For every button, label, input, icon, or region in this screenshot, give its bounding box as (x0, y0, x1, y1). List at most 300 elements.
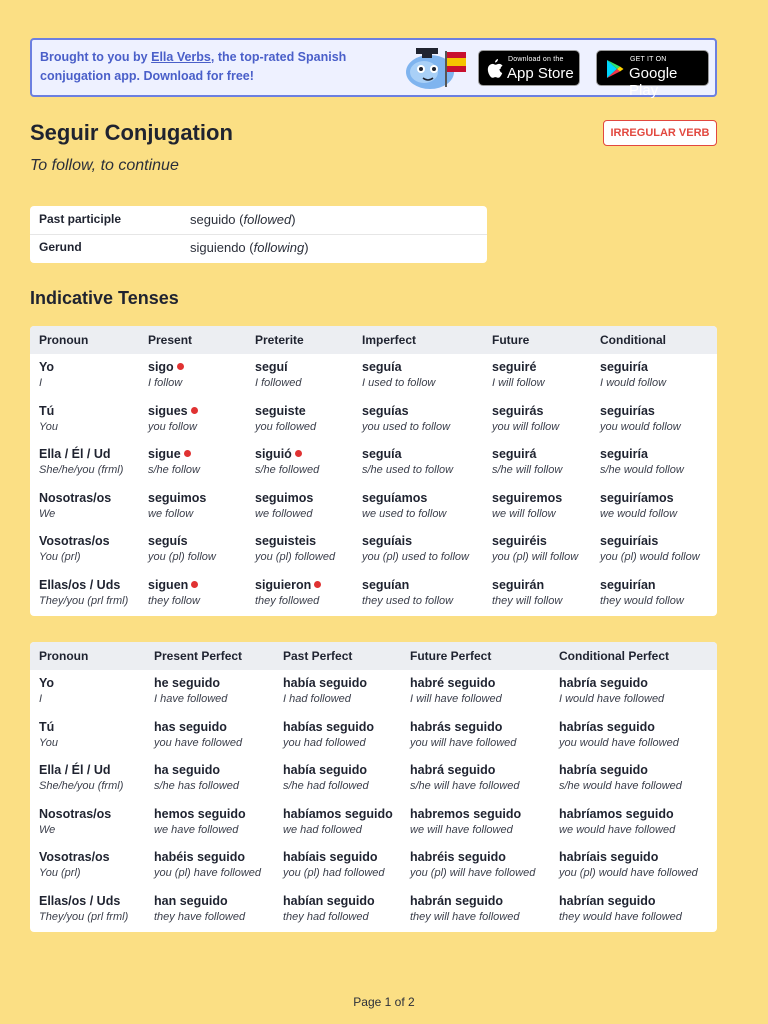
conjugation (148, 491, 206, 505)
conjugation-translation: we had followed (283, 823, 362, 836)
conjugated-form: habíais seguido (283, 850, 378, 865)
conjugated-form: siguen (148, 578, 189, 592)
conjugation-cell (362, 491, 446, 520)
apple-icon (487, 59, 503, 78)
conjugation-cell (410, 850, 535, 879)
conjugation-translation: they had followed (283, 911, 369, 923)
conjugation-cell (283, 850, 385, 879)
conjugation-translation: s/he would have followed (559, 780, 682, 793)
section-heading: Indicative Tenses (30, 288, 179, 308)
conjugation-translation: I would follow (600, 377, 667, 389)
conjugation-translation: you (pl) would follow (600, 551, 700, 564)
conjugated-form: seguiríamos (600, 490, 674, 505)
conjugation-cell (154, 807, 246, 836)
conjugation-cell (492, 404, 559, 433)
conjugated-form: habrá seguido (410, 763, 496, 778)
pronoun-translation: They/you (prl frml) (39, 911, 129, 923)
conjugation-cell (362, 534, 469, 563)
irregular-dot-icon (177, 363, 184, 370)
conjugation (255, 578, 321, 592)
pronoun-cell (39, 360, 54, 389)
conjugation (600, 491, 677, 505)
google-small-text: GET IT ON (630, 56, 667, 63)
conjugation-cell (148, 578, 200, 607)
conjugation-cell (600, 491, 677, 520)
participle-label: Past participle (39, 212, 122, 226)
conjugation (362, 360, 435, 374)
conjugation-cell (362, 404, 450, 433)
conjugation-cell (154, 720, 242, 749)
conjugation-cell (283, 720, 374, 749)
conjugated-form: había seguido (283, 676, 368, 690)
conjugation (410, 676, 502, 690)
conjugation-cell (559, 807, 675, 836)
column-header: Future (492, 333, 530, 347)
conjugation-translation: we will have followed (410, 823, 513, 836)
conjugation-cell (283, 763, 369, 792)
conjugation-translation: I had followed (283, 693, 351, 705)
conjugation (559, 807, 675, 821)
conjugated-form: seguirías (600, 403, 655, 418)
conjugated-form: seguirían (600, 578, 656, 592)
conjugation-translation: they follow (148, 595, 200, 607)
conjugation-cell (600, 404, 681, 433)
conjugation-translation: s/he used to follow (362, 464, 454, 477)
pronoun: Vosotras/os (39, 850, 110, 865)
conjugation (148, 534, 216, 548)
conjugation (283, 807, 393, 821)
conjugated-form: habré seguido (410, 676, 496, 690)
conjugation-translation: I will follow (492, 377, 545, 389)
conjugated-form: he seguido (154, 676, 220, 690)
ella-verbs-link[interactable]: Ella Verbs (151, 50, 211, 64)
conjugated-form: sigue (148, 447, 181, 462)
conjugated-form: hemos seguido (154, 806, 246, 821)
conjugation-translation: you followed (255, 420, 317, 433)
page-title: Seguir Conjugation (30, 120, 233, 145)
pronoun-cell (39, 894, 128, 923)
conjugation-cell (559, 850, 698, 879)
conjugation (154, 720, 242, 734)
participle-spanish: seguido (190, 212, 236, 227)
conjugated-form: habían seguido (283, 894, 375, 908)
conjugation (492, 360, 545, 374)
conjugation-cell (492, 447, 562, 476)
conjugation-translation: you (pl) follow (148, 551, 216, 564)
conjugation-translation: we followed (255, 507, 313, 520)
irregular-dot-icon (314, 581, 321, 588)
pronoun-cell (39, 447, 123, 476)
participle-box (30, 206, 487, 263)
conjugated-form: habrán seguido (410, 894, 504, 908)
conjugation-translation: we would have followed (559, 823, 676, 836)
conjugation-cell (154, 850, 261, 879)
conjugation (362, 578, 453, 592)
column-header: Pronoun (39, 649, 89, 663)
conjugation-translation: s/he followed (255, 464, 320, 477)
conjugated-form: seguimos (148, 490, 207, 505)
column-header: Present Perfect (154, 649, 243, 663)
conjugated-form: seguiremos (492, 490, 563, 505)
conjugation (283, 850, 385, 864)
conjugation (559, 763, 682, 777)
conjugation (492, 534, 578, 548)
conjugation-translation: they would have followed (559, 911, 682, 923)
conjugation (410, 807, 521, 821)
conjugation-translation: you (pl) will have followed (410, 867, 536, 880)
conjugation (283, 720, 374, 734)
conjugated-form: habremos seguido (410, 806, 522, 821)
conjugated-form: seguiré (492, 360, 537, 374)
conjugation (559, 850, 698, 864)
column-header: Preterite (255, 333, 304, 347)
conjugation-translation: s/he has followed (154, 780, 239, 793)
conjugation-translation: they will have followed (410, 911, 520, 923)
pronoun-translation: They/you (prl frml) (39, 595, 129, 607)
conjugation-cell (492, 360, 545, 389)
conjugated-form: siguió (255, 447, 292, 462)
conjugation (362, 491, 446, 505)
conjugation (255, 360, 301, 374)
appstore-big-text: App Store (507, 65, 574, 82)
conjugated-form: seguiríais (600, 534, 659, 549)
pronoun-translation: You (39, 420, 58, 433)
participle-translation: followed (243, 212, 292, 227)
conjugated-form: seguirán (492, 578, 545, 592)
conjugation-translation: you (pl) would have followed (559, 867, 698, 880)
table-header (30, 326, 717, 354)
conjugation-translation: you would follow (600, 420, 681, 433)
conjugation-cell (154, 676, 227, 705)
conjugation (600, 534, 700, 548)
conjugated-form: sigo (148, 360, 174, 374)
pronoun-cell (39, 578, 128, 607)
pronoun: Ella / Él / Ud (39, 763, 111, 778)
column-header: Conditional Perfect (559, 649, 670, 663)
pronoun: Vosotras/os (39, 534, 110, 549)
conjugation (154, 763, 239, 777)
participle-value: seguido (followed) (190, 212, 296, 227)
conjugation (410, 850, 535, 864)
column-header: Future Perfect (410, 649, 492, 663)
conjugated-form: has seguido (154, 719, 227, 734)
conjugation (154, 850, 261, 864)
conjugation-cell (255, 534, 335, 563)
conjugation-translation: s/he had followed (283, 780, 369, 793)
pronoun-cell (39, 720, 58, 749)
conjugation-cell (148, 491, 206, 520)
pronoun-cell (39, 676, 54, 705)
conjugation (559, 894, 682, 908)
google-big-text: Google Play (629, 65, 678, 99)
conjugation-cell (492, 491, 562, 520)
conjugated-form: seguí (255, 360, 288, 374)
promo-banner (30, 38, 717, 97)
conjugation-cell (148, 360, 184, 389)
conjugation-translation: we will follow (492, 507, 556, 520)
banner-prefix: Brought to you by (40, 50, 152, 64)
conjugation (154, 807, 246, 821)
conjugation-cell (362, 360, 435, 389)
conjugated-form: habías seguido (283, 719, 374, 734)
conjugation (255, 491, 313, 505)
pronoun: Nosotras/os (39, 806, 112, 821)
conjugation-translation: we used to follow (362, 507, 447, 520)
conjugated-form: habría seguido (559, 676, 648, 690)
conjugated-form: habríais seguido (559, 850, 659, 865)
gerund-label: Gerund (39, 240, 82, 254)
pronoun-translation: You (39, 736, 58, 749)
irregular-dot-icon (184, 450, 191, 457)
conjugation-cell (600, 360, 666, 389)
gerund-row (30, 234, 487, 262)
conjugation-cell (148, 534, 216, 563)
conjugated-form: habéis seguido (154, 850, 245, 865)
table-header (30, 642, 717, 670)
conjugation-translation: they would follow (600, 595, 684, 607)
banner-text (40, 48, 380, 86)
conjugated-form: seguían (362, 578, 410, 592)
conjugation-cell (255, 404, 316, 433)
conjugation (600, 360, 666, 374)
gerund-spanish: siguiendo (190, 240, 246, 255)
pronoun-cell (39, 850, 110, 879)
conjugation-cell (410, 720, 516, 749)
conjugated-form: habrían seguido (559, 894, 656, 908)
pronoun-translation: She/he/you (frml) (39, 780, 124, 793)
conjugation-cell (283, 894, 375, 923)
conjugated-form: seguíais (362, 534, 413, 549)
google-play-icon (606, 59, 624, 79)
pronoun-cell (39, 763, 123, 792)
conjugated-form: seguís (148, 534, 188, 549)
conjugation-translation: they have followed (154, 911, 246, 923)
banner-suffix: , the top-rated Spanish conjugation app. Download for free! (40, 50, 347, 83)
conjugation-translation: s/he will have followed (410, 780, 520, 793)
column-header: Present (148, 333, 193, 347)
conjugation (410, 720, 516, 734)
conjugation-cell (410, 807, 521, 836)
conjugation-translation: s/he would follow (600, 464, 684, 477)
conjugation-cell (255, 360, 301, 389)
conjugation-translation: we would follow (600, 507, 678, 520)
conjugation-translation: I have followed (154, 693, 228, 705)
conjugation (148, 447, 200, 461)
pronoun: Ellas/os / Uds (39, 578, 121, 592)
conjugated-form: habíamos seguido (283, 806, 393, 821)
conjugation (410, 763, 519, 777)
pronoun-translation: I (39, 377, 43, 389)
conjugation (255, 447, 319, 461)
conjugation-translation: I followed (255, 377, 302, 389)
conjugation (492, 404, 559, 418)
conjugation (600, 447, 684, 461)
participle-row (30, 206, 487, 234)
gerund-value: siguiendo (following) (190, 240, 309, 255)
conjugation-cell (600, 447, 684, 476)
conjugated-form: siguieron (255, 578, 312, 592)
conjugation-cell (600, 534, 700, 563)
irregular-dot-icon (191, 581, 198, 588)
conjugation (283, 894, 375, 908)
conjugated-form: ha seguido (154, 763, 220, 778)
conjugation-translation: you (pl) had followed (283, 867, 385, 880)
conjugated-form: habrías seguido (559, 719, 655, 734)
conjugation-translation: you (pl) followed (255, 551, 336, 564)
conjugated-form: seguirá (492, 447, 537, 462)
pronoun-translation: We (39, 823, 56, 836)
conjugation (559, 720, 679, 734)
conjugation (492, 578, 562, 592)
conjugation-cell (362, 578, 453, 607)
conjugated-form: seguisteis (255, 534, 317, 549)
conjugation (154, 676, 227, 690)
pronoun-translation: You (prl) (39, 551, 81, 564)
conjugated-form: sigues (148, 403, 188, 418)
conjugation-cell (154, 894, 245, 923)
conjugation-cell (559, 894, 682, 923)
column-header: Past Perfect (283, 649, 353, 663)
irregular-verb-badge: IRREGULAR VERB (603, 120, 717, 146)
conjugation-translation: I will have followed (410, 693, 502, 705)
conjugation-cell (410, 676, 502, 705)
conjugated-form: seguías (362, 403, 409, 418)
pronoun: Nosotras/os (39, 490, 112, 505)
irregular-dot-icon (295, 450, 302, 457)
conjugation (283, 763, 369, 777)
pronoun: Tú (39, 719, 55, 734)
conjugation-cell (559, 763, 682, 792)
conjugation-cell (410, 763, 519, 792)
column-header: Conditional (600, 333, 666, 347)
conjugation-translation: you (pl) have followed (154, 867, 262, 880)
pronoun-translation: She/he/you (frml) (39, 464, 124, 477)
pronoun: Ella / Él / Ud (39, 447, 111, 462)
pronoun-translation: You (prl) (39, 867, 81, 880)
conjugation-translation: they followed (255, 595, 320, 607)
conjugation (148, 578, 200, 592)
conjugation-cell (148, 447, 200, 476)
pronoun-cell (39, 807, 111, 836)
conjugation (410, 894, 519, 908)
conjugated-form: seguiste (255, 403, 306, 418)
app-store-button[interactable] (478, 50, 580, 86)
conjugation-cell (492, 534, 578, 563)
pronoun-translation: I (39, 693, 43, 705)
conjugation-translation: you would have followed (559, 736, 679, 749)
conjugation-cell (283, 676, 367, 705)
irregular-dot-icon (191, 407, 198, 414)
conjugated-form: seguiría (600, 447, 648, 462)
conjugated-form: seguía (362, 447, 402, 462)
pronoun-cell (39, 404, 58, 433)
conjugation-translation: I follow (148, 377, 183, 389)
conjugated-form: han seguido (154, 894, 228, 908)
conjugation (283, 676, 367, 690)
pronoun: Yo (39, 676, 55, 690)
conjugation-translation: we follow (148, 507, 194, 520)
pronoun: Ellas/os / Uds (39, 894, 121, 908)
conjugation (492, 491, 562, 505)
gerund-translation: following (253, 240, 305, 255)
page-footer: Page 1 of 2 (353, 995, 415, 1009)
conjugated-form: habrás seguido (410, 719, 503, 734)
mascot-logo-icon (404, 42, 470, 94)
conjugation (600, 578, 684, 592)
conjugated-form: seguirás (492, 403, 544, 418)
google-play-button[interactable] (596, 50, 709, 99)
conjugation-cell (600, 578, 684, 607)
conjugation (362, 404, 450, 418)
conjugation (362, 534, 469, 548)
pronoun: Yo (39, 360, 55, 374)
conjugated-form: habríamos seguido (559, 806, 674, 821)
conjugation-cell (362, 447, 453, 476)
conjugation (362, 447, 453, 461)
conjugation-cell (559, 720, 679, 749)
conjugation-translation: you will follow (492, 420, 560, 433)
conjugation-cell (154, 763, 239, 792)
conjugation-cell (255, 447, 319, 476)
conjugation-translation: you (pl) used to follow (362, 551, 469, 564)
simple-tenses-table (30, 326, 717, 616)
conjugated-form: habréis seguido (410, 850, 506, 865)
conjugated-form: seguía (362, 360, 402, 374)
conjugated-form: seguimos (255, 490, 314, 505)
conjugation-translation: you will have followed (410, 736, 517, 749)
conjugated-form: había seguido (283, 763, 368, 778)
conjugation (255, 404, 316, 418)
conjugated-form: seguiréis (492, 534, 547, 549)
conjugation (148, 360, 184, 374)
conjugation-cell (255, 578, 321, 607)
conjugation (148, 404, 198, 418)
pronoun-cell (39, 534, 110, 563)
pronoun-translation: We (39, 507, 56, 520)
column-header: Pronoun (39, 333, 89, 347)
conjugation (154, 894, 245, 908)
conjugation-translation: you had followed (283, 736, 366, 749)
conjugation-cell (410, 894, 519, 923)
conjugation-translation: you (pl) will follow (492, 551, 579, 564)
conjugation (492, 447, 562, 461)
appstore-small-text: Download on the (508, 56, 564, 63)
conjugation (559, 676, 664, 690)
conjugation-translation: we have followed (154, 823, 239, 836)
conjugated-form: seguíamos (362, 490, 428, 505)
conjugation-translation: s/he will follow (492, 464, 563, 477)
conjugation-translation: I would have followed (559, 693, 665, 705)
conjugation-translation: you used to follow (362, 420, 451, 433)
column-header: Imperfect (362, 333, 417, 347)
conjugation (255, 534, 335, 548)
conjugation (600, 404, 681, 418)
conjugated-form: seguiría (600, 360, 648, 374)
conjugation-translation: you have followed (154, 736, 243, 749)
conjugation-cell (283, 807, 393, 836)
conjugation-cell (255, 491, 313, 520)
conjugation-translation: you follow (148, 420, 197, 433)
conjugated-form: habría seguido (559, 763, 648, 778)
conjugation-translation: they used to follow (362, 595, 454, 607)
page-subtitle: To follow, to continue (30, 157, 179, 174)
pronoun: Tú (39, 403, 55, 418)
conjugation-translation: s/he follow (148, 464, 200, 477)
conjugation-translation: I used to follow (362, 377, 436, 389)
conjugation-cell (559, 676, 664, 705)
conjugation-translation: they will follow (492, 595, 563, 607)
conjugation-cell (492, 578, 562, 607)
